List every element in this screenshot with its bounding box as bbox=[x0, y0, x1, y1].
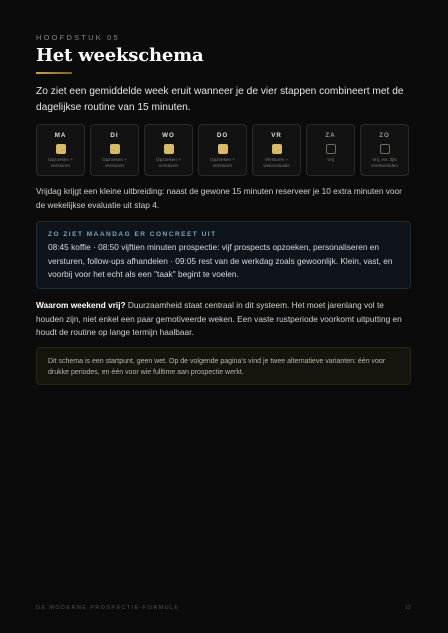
weekend-text: Duurzaamheid staat centraal in dit systeem. Het moet jarenlang vol te houden zijn, niet enkel een paar gemotiveerde weken. Een vaste rustperiode voorkomt uitputting en houdt de routine op lange termijn haalbaar. bbox=[36, 300, 402, 337]
week-schedule bbox=[36, 124, 411, 176]
day-active-box bbox=[164, 144, 174, 154]
day-card-wo bbox=[144, 124, 193, 176]
day-card-di bbox=[90, 124, 139, 176]
schedule-note: Dit schema is een startpunt, geen wet. Op de volgende pagina's vind je twee alternatieve varianten: één voor drukke periodes, en één voor wie fulltime aan prospectie werkt. bbox=[36, 347, 411, 385]
day-empty-box bbox=[380, 144, 390, 154]
intro-paragraph: Zo ziet een gemiddelde week eruit wanneer je de vier stappen combineert met de dagelijkse routine van 15 minuten. bbox=[36, 86, 404, 113]
page-number: 12 bbox=[404, 605, 411, 611]
friday-paragraph: Vrijdag krijgt een kleine uitbreiding: naast de gewone 15 minuten reserveer je 10 extra minuten voor de wekelijkse evaluatie uit stap 4. bbox=[36, 186, 402, 210]
day-empty-box bbox=[326, 144, 336, 154]
day-note: Vrij, evt. lijst voorbereiden bbox=[371, 157, 398, 168]
day-note: Versturen + wekevaluatie bbox=[263, 157, 290, 168]
day-note: Opzoeken + versturen bbox=[102, 157, 127, 168]
day-name: ZO bbox=[379, 132, 390, 139]
day-card-do bbox=[198, 124, 247, 176]
day-name: VR bbox=[271, 132, 282, 139]
day-name: ZA bbox=[325, 132, 336, 139]
page-title: Het weekschema bbox=[36, 45, 204, 66]
day-active-box bbox=[56, 144, 66, 154]
day-name: DI bbox=[110, 132, 119, 139]
day-active-box bbox=[218, 144, 228, 154]
chapter-label: HOOFDSTUK 05 bbox=[36, 33, 120, 42]
day-card-zo bbox=[360, 124, 409, 176]
day-card-vr bbox=[252, 124, 301, 176]
day-card-ma bbox=[36, 124, 85, 176]
weekend-paragraph bbox=[36, 299, 411, 340]
day-note: Opzoeken + versturen bbox=[48, 157, 73, 168]
day-note: Opzoeken + versturen bbox=[210, 157, 235, 168]
day-name: WO bbox=[162, 132, 175, 139]
weekend-lead: Waarom weekend vrij? bbox=[36, 300, 126, 310]
day-active-box bbox=[110, 144, 120, 154]
day-note: Opzoeken + versturen bbox=[156, 157, 181, 168]
monday-callout bbox=[36, 221, 411, 289]
footer-book-title: DE MODERNE PROSPECTIE-FORMULE bbox=[36, 605, 180, 611]
callout-label: ZO ZIET MAANDAG ER CONCREET UIT bbox=[48, 231, 217, 238]
title-underline bbox=[36, 72, 72, 74]
day-note: Vrij bbox=[327, 157, 334, 162]
day-name: MA bbox=[54, 132, 67, 139]
day-card-za bbox=[306, 124, 355, 176]
day-name: DO bbox=[216, 132, 229, 139]
day-active-box bbox=[272, 144, 282, 154]
callout-text: 08:45 koffie · 08:50 vijftien minuten prospectie: vijf prospects opzoeken, personaliseren en versturen, follow-ups afhandelen · 09:05 rest van de werkdag zoals gewoonlijk. Klein, vast, en voorbij voor het echt als een "taak" begint te voelen. bbox=[48, 242, 393, 279]
